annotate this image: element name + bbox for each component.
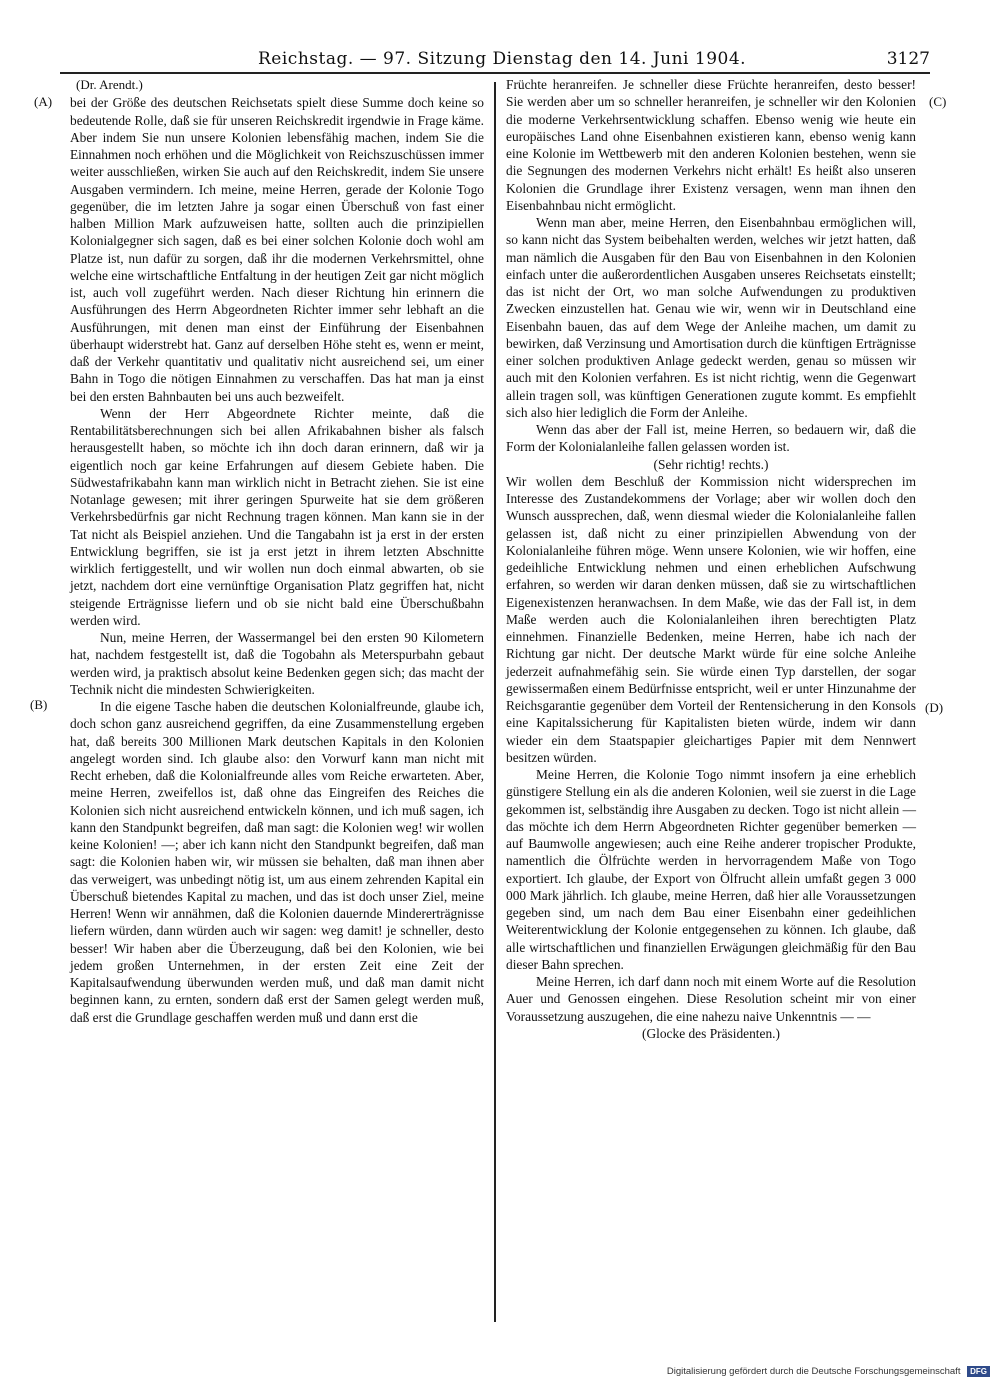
margin-marker-b: (B) [30, 697, 48, 712]
column-divider [494, 82, 496, 1322]
paragraph: Meine Herren, die Kolonie Togo nimmt insofern ja eine erheblich günstigere Stellung ein als die anderen Kolonien, weil sie zuerst in die Lage gekommen ist, selbständig ihre Ausgaben zu decken. Togo ist nicht allein — das möchte ich dem Herrn Abgeordneten Richter gegenüber bemerken — auf Baumwolle angewiesen; auch eine Reihe anderer tropischer Produkte, namentlich die Ölfrüchte werden in hervorragendem Maße von Togo exportiert. Ich glaube, der Export von Ölfrucht allein umfaßt gegen 3 000 000 Mark jährlich. Ich glaube, meine Herren, daß hier alle Voraussetzungen gegeben sind, um nach dem Bau einer Eisenbahn einer gedeihlichen Weiterentwicklung der Kolonie entgegensehen zu können. Ich glaube, daß alle wirtschaftlichen und finanziellen Erwägungen gleichmäßig für den Bau dieser Bahn sprechen. [506, 767, 916, 972]
paragraph: bei der Größe des deutschen Reichsetats spielt diese Summe doch keine so bedeutende Rolle, daß sie für unseren Reichskredit irgendwie in Frage käme. Aber indem Sie nun unsere Kolonien lebensfähig machen, indem Sie die Einnahmen noch erhöhen und die Möglichkeit von Reichszuschüssen immer weiter ausschließen, wirken Sie auch auf den Reichskredit, indem Sie unsere Ausgaben vermindern. Ich meine, meine Herren, gerade der Kolonie Togo gegenüber, die im letzten Jahre ja sogar einen Überschuß von fast einer halben Million Mark aufzuweisen hatte, sollten auch die prinzipiellen Kolonialgegner sich sagen, daß es bei einer solchen Kolonie doch wohl am Platze ist, nun dafür zu sorgen, daß ihr die modernen Verkehrsmittel, ohne welche eine wirtschaftliche Entfaltung in der heutigen Zeit gar nicht möglich ist, auch voll zugeführt werden. Nach dieser Richtung hin erinnern die Ausführungen des Herrn Abgeordneten Richter immer sehr lebhaft an die Ausführungen, mit denen man einst der Einführung der Eisenbahnen überhaupt widerstrebt hat. Ganz auf derselben Höhe steht es, wenn er meint, daß der Verkehr quantitativ und qualitativ nicht ausreichend sei, um einer Bahn in Togo die nötigen Einnahmen zu verschaffen. Das hat man ja einst bei den ersten Bahnbauten bei uns auch bezweifelt. [70, 95, 484, 404]
paragraph: Wenn der Herr Abgeordnete Richter meinte, daß die Rentabilitätsberechnungen sich bei allen Afrikabahnen bisher als falsch herausgestellt haben, so möchte ich ihn doch daran erinnern, daß wir ja eigentlich noch gar keine Erfahrungen auf diesem Gebiete haben. Die Südwestafrikabahn kann man wirklich nicht in Betracht ziehen. Sie ist eine Notanlage gewesen; mit ihrer geringen Spurweite hat sie dem größeren Verkehrsbedürfnis gar nicht Rechnung tragen können. Man kann sie in der Tat nicht als Beispiel anziehen. Und die Tangabahn ist ja erst in der ersten Entwicklung begriffen, sie ist ja erst jetzt in ihrem letzten Abschnitte wirklich fertiggestellt, und wir wollen nun doch einmal abwarten, ob sie jetzt, nachdem dort eine vernünftige Organisation Platz gegriffen hat, nicht steigende Erträgnisse liefern und ob sie nicht bald eine Überschußbahn werden wird. [70, 405, 484, 628]
digitization-footer [580, 1366, 990, 1380]
paragraph: In die eigene Tasche haben die deutschen Kolonialfreunde, glaube ich, doch schon ganz ausreichend gegriffen, da eine Zusammenstellung ergeben hat, daß bereits 300 Millionen Mark deutschen Kapitals in den Kolonien angelegt worden sind. Ich glaube also: den Vorwurf kann man nicht mit Recht erheben, daß die Kolonialfreunde alles vom Reiche erwarteten. Aber, meine Herren, zweifellos ist, daß ohne das Eingreifen des Reiches die Kolonien sich nicht ausreichend entwickeln können, und ich muß sagen, ich kann den Standpunkt begreifen, daß man sagt: die Kolonien weg! wir wollen keine Kolonien! —; aber ich kann nicht den Standpunkt begreifen, daß man sagt: die Kolonien haben wir, wir müssen sie behalten, daß man ihnen aber das verweigert, was unbedingt nötig ist, um aus einem zehrenden Kapital ein Überschuß bietendes Kapital zu machen, und das ist doch unser Ziel, meine Herren! Wenn wir annähmen, daß die Kolonien dauernde Mindererträgnisse liefern würden, dann würden auch wir sagen: weg damit! je schneller, desto besser! Wir haben aber die Überzeugung, daß bei den Kolonien, wie bei jedem großen Unternehmen, in der ersten Zeit eine Zeit der Kapitalsaufwendung überwunden werden muß, und daß man damit nicht beginnen kann, zu ernten, sondern daß erst der Samen gelegt werden muß, daß erst die Grundlage geschaffen werden muß und dann erst die [70, 699, 484, 1025]
margin-marker-a: (A) [34, 94, 53, 109]
paragraph: Meine Herren, ich darf dann noch mit einem Worte auf die Resolution Auer und Genossen eingehen. Diese Resolution scheint mir von einer Voraussetzung auszugehen, die eine nahezu naive Unkenntnis — — [506, 974, 916, 1024]
speaker-label: (Dr. Arendt.) [76, 77, 143, 92]
paragraph: Früchte heranreifen. Je schneller diese Früchte heranreifen, desto besser! Sie werden aber um so schneller heranreifen, je schneller wir den Kolonien die moderne Verkehrsentwicklung schaffen. Ebenso wenig wie heute ein europäisches Land ohne Eisenbahnen existieren kann, ebenso wenig kann eine Kolonie im Wettbewerb mit den anderen Kolonien bestehen, wenn sie die Segnungen des modernen Verkehrs nicht erhält! Es heißt also unseren Kolonien die Grundlage ihrer Existenz versagen, wenn man ihnen den Eisenbahnbau nicht ermöglicht. [506, 77, 916, 213]
paragraph: Nun, meine Herren, der Wassermangel bei den ersten 90 Kilometern hat, nachdem festgestellt ist, daß die Togobahn als Meterspurbahn gebaut werden wird, ja praktisch absolut keine Bedenken gegen sich; das macht der Technik nicht die mindesten Schwierigkeiten. [70, 630, 484, 697]
page-number: 3127 [886, 49, 930, 69]
dfg-logo: DFG [967, 1366, 990, 1377]
interjection: (Sehr richtig! rechts.) [653, 456, 769, 472]
page-header [60, 44, 930, 74]
margin-marker-c: (C) [929, 94, 947, 109]
left-column [70, 76, 484, 1026]
page-title: Reichstag. — 97. Sitzung Dienstag den 14. Juni 1904. [258, 49, 747, 69]
footer-text: Digitalisierung gefördert durch die Deutsche Forschungsgemeinschaft [666, 1366, 961, 1378]
header-rule [60, 72, 930, 74]
paragraph: Wir wollen dem Beschluß der Kommission nicht widersprechen im Interesse des Zustandekommens der Vorlage; aber wir wollen doch den Wunsch aussprechen, daß, wenn diesmal wieder die Kolonialanleihe fallen gelassen ist, daß nicht zu einer prinzipiellen Abwendung von der Kolonialanleihe führen möge. Wenn unsere Kolonien, wie wir hoffen, eine gedeihliche Entwicklung nehmen und einen erheblichen Aufschwung erfahren, so werden wir daran denken müssen, daß sie zu wirtschaftlichen Eigenexistenzen heranwachsen. In dem Maße, wie das der Fall ist, in dem Maße werden auch die Kolonialanleihen ihren berechtigten Platz einnehmen. Finanzielle Bedenken, meine Herren, habe ich nach der Richtung gar nicht. Der deutsche Markt würde für eine solche Anleihe jederzeit aufnahmefähig sein. Sie würde einen Typ darstellen, der sogar gewissermaßen einem Bedürfnisse entspricht, weil er unter Hinzunahme der Reichsgarantie gegenüber dem Vorteil der Rentensicherung in den Konsols eine Kapitalssicherung für Kapitalisten bieten würde, indem wir dann wieder ein dem Staatspapier gleichartiges Papier mit dem Nennwert besitzen würden. [506, 473, 916, 765]
margin-marker-d: (D) [925, 700, 944, 715]
paragraph: Wenn das aber der Fall ist, meine Herren, so bedauern wir, daß die Form der Kolonialanleihe fallen gelassen worden ist. [506, 422, 916, 455]
right-column [506, 76, 916, 1042]
paragraph: Wenn man aber, meine Herren, den Eisenbahnbau ermöglichen will, so kann nicht das System beibehalten werden, welches wir jetzt hatten, daß man nämlich die Ausgaben für den Bau von Eisenbahnen in den Kolonien einfach unter die außerordentlichen Ausgaben unseres Reichsetats einstellt; das ist nicht der Ort, wo man solche Aufwendungen zu produktiven Zwecken einzustellen hat. Genau wie wir, wenn wir in Deutschland eine Eisenbahn bauen, das auf dem Wege der Anleihe machen, um damit zu bewirken, daß Verzinsung und Amortisation durch die künftigen Erträgnisse einer solchen produktiven Anlage gedeckt werden, genau so müssen wir auch mit den Kolonien verfahren. Es ist nicht richtig, wenn die Gegenwart allein tragen soll, was künftigen Generationen zugute kommt. Es empfiehlt sich also hier lediglich die Form der Anleihe. [506, 215, 916, 420]
interjection: (Glocke des Präsidenten.) [642, 1025, 780, 1041]
